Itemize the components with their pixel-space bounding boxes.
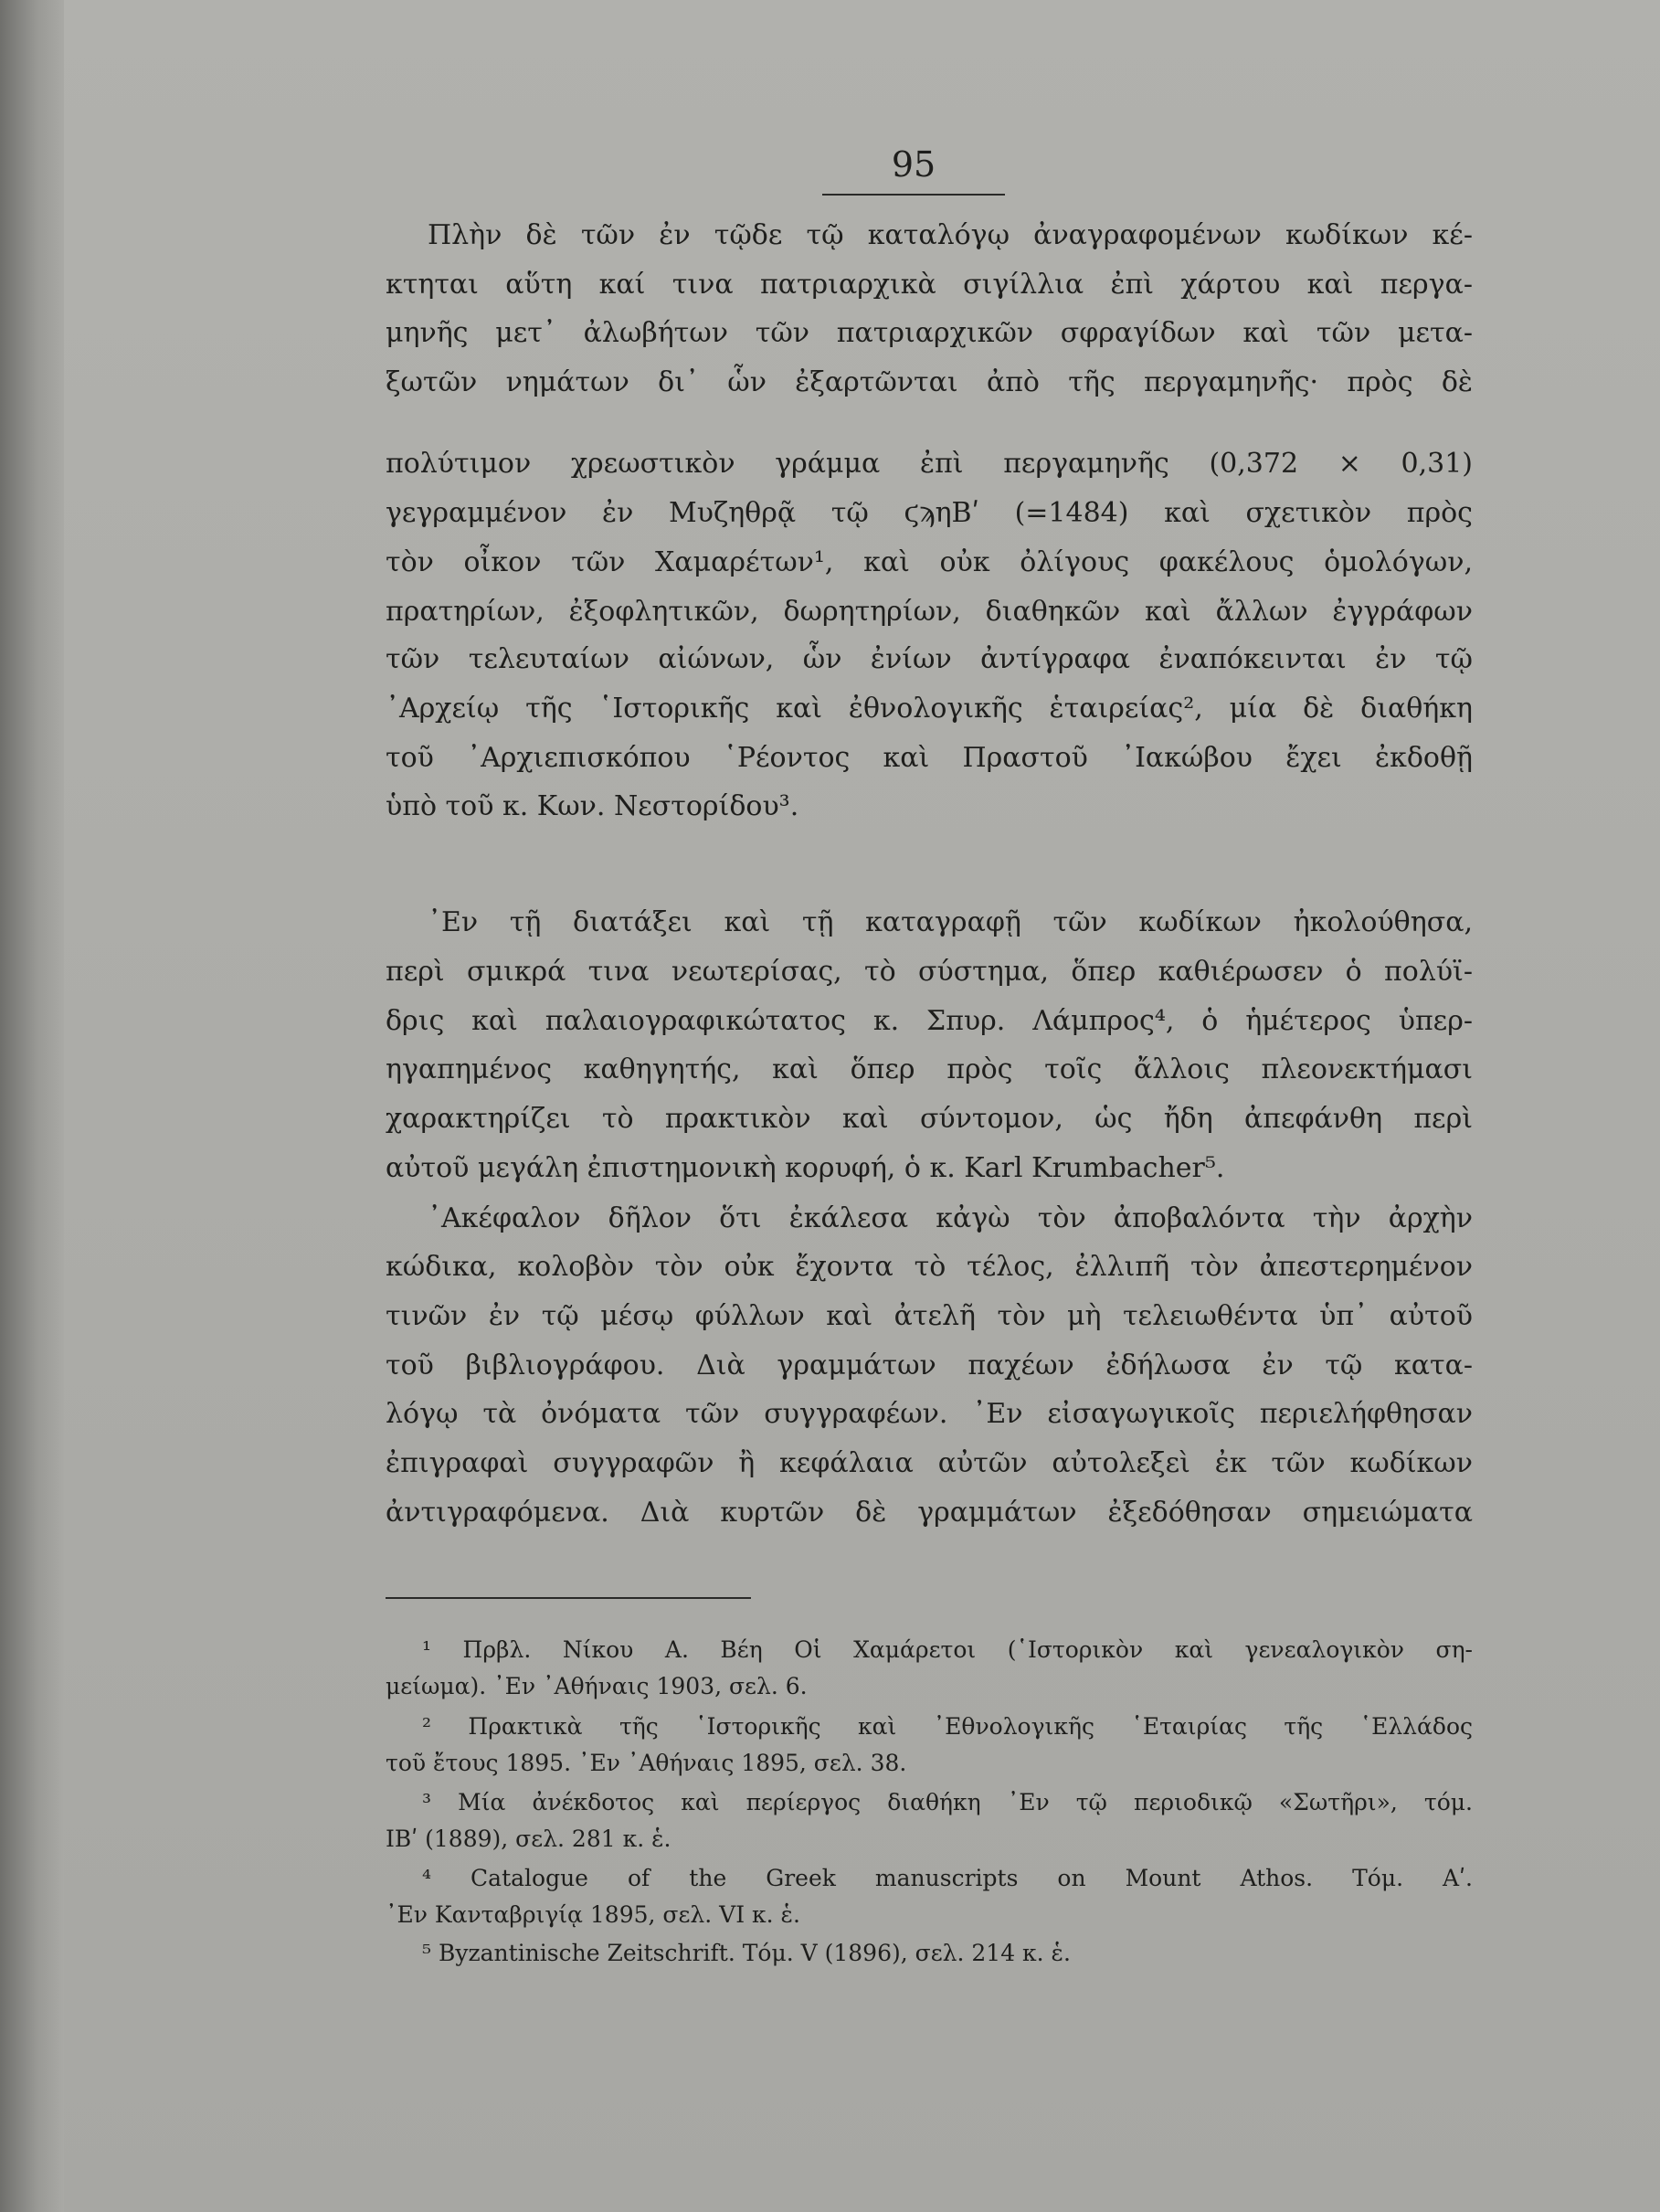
footnote-separator bbox=[386, 1597, 751, 1599]
paragraph-1-line: ᾽Αρχείῳ τῆς ῾Ιστορικῆς καὶ ἐθνολογικῆς ἑταιρείας², μία δὲ διαθήκη bbox=[386, 693, 1473, 725]
footnote-line: ¹ Πρβλ. Νίκου Α. Βέη Οἱ Χαμάρετοι (῾Ιστορικὸν καὶ γενεαλογικὸν ση- bbox=[422, 1636, 1473, 1663]
paragraph-3-line: κώδικα, κολοβὸν τὸν οὐκ ἔχοντα τὸ τέλος, ἐλλιπῆ τὸν ἀπεστερημένον bbox=[386, 1251, 1473, 1283]
footnote-line: ⁵ Byzantinische Zeitschrift. Τόμ. V (1896), σελ. 214 κ. ἑ. bbox=[422, 1940, 1071, 1966]
paragraph-1-line: τὸν οἶκον τῶν Χαμαρέτων¹, καὶ οὐκ ὀλίγους φακέλους ὁμολόγων, bbox=[386, 546, 1473, 578]
footnote-line: ΙΒʹ (1889), σελ. 281 κ. ἑ. bbox=[386, 1826, 671, 1852]
paragraph-1-line: τοῦ ᾽Αρχιεπισκόπου ῾Ρέοντος καὶ Πραστοῦ ᾽Ιακώβου ἔχει ἐκδοθῇ bbox=[386, 742, 1473, 774]
paragraph-2-line: ηγαπημένος καθηγητής, καὶ ὅπερ πρὸς τοῖς ἄλλοις πλεονεκτήμασι bbox=[386, 1053, 1473, 1085]
paragraph-3-line: ἀντιγραφόμενα. Διὰ κυρτῶν δὲ γραμμάτων ἐξεδόθησαν σημειώματα bbox=[386, 1497, 1473, 1529]
paragraph-2-line: αὐτοῦ μεγάλη ἐπιστημονικὴ κορυφή, ὁ κ. Karl Krumbacher⁵. bbox=[386, 1152, 1225, 1184]
paragraph-1-line: γεγραμμένον ἐν Μυζηθρᾷ τῷ ϛϡηΒʹ (=1484) καὶ σχετικὸν πρὸς bbox=[386, 497, 1473, 529]
paragraph-1-line: κτηται αὕτη καί τινα πατριαρχικὰ σιγίλλια ἐπὶ χάρτου καὶ περγα- bbox=[386, 269, 1473, 301]
page-number-rule bbox=[822, 194, 1005, 196]
paragraph-1-line: μηνῆς μετ᾽ ἀλωβήτων τῶν πατριαρχικῶν σφραγίδων καὶ τῶν μετα- bbox=[386, 317, 1473, 349]
paragraph-1-line: τῶν τελευταίων αἰώνων, ὧν ἐνίων ἀντίγραφα ἐναπόκεινται ἐν τῷ bbox=[386, 643, 1473, 675]
paragraph-1-line: πολύτιμον χρεωστικὸν γράμμα ἐπὶ περγαμηνῆς (0,372 × 0,31) bbox=[386, 448, 1473, 480]
paragraph-2-line: περὶ σμικρά τινα νεωτερίσας, τὸ σύστημα, ὅπερ καθιέρωσεν ὁ πολύϊ- bbox=[386, 956, 1473, 988]
footnote-line: ² Πρακτικὰ τῆς ῾Ιστορικῆς καὶ ᾽Εθνολογικῆς ῾Εταιρίας τῆς ῾Ελλάδος bbox=[422, 1713, 1473, 1740]
paragraph-1-line: πρατηρίων, ἐξοφλητικῶν, δωρητηρίων, διαθηκῶν καὶ ἄλλων ἐγγράφων bbox=[386, 596, 1473, 628]
paragraph-3-line: τινῶν ἐν τῷ μέσῳ φύλλων καὶ ἀτελῆ τὸν μὴ τελειωθέντα ὑπ᾽ αὐτοῦ bbox=[386, 1300, 1473, 1332]
footnote-line: τοῦ ἔτους 1895. ᾽Εν ᾽Αθήναις 1895, σελ. 38. bbox=[386, 1750, 907, 1776]
paragraph-3-line: τοῦ βιβλιογράφου. Διὰ γραμμάτων παχέων ἐδήλωσα ἐν τῷ κατα- bbox=[386, 1349, 1473, 1381]
paragraph-3-line: ᾽Ακέφαλον δῆλον ὅτι ἐκάλεσα κἀγὼ τὸν ἀποβαλόντα τὴν ἀρχὴν bbox=[428, 1202, 1473, 1234]
paragraph-3-line: λόγῳ τὰ ὀνόματα τῶν συγγραφέων. ᾽Εν εἰσαγωγικοῖς περιελήφθησαν bbox=[386, 1398, 1473, 1430]
paragraph-1-line: ξωτῶν νημάτων δι᾽ ὧν ἐξαρτῶνται ἀπὸ τῆς περγαμηνῆς· πρὸς δὲ bbox=[386, 366, 1473, 398]
scan-page-edge bbox=[0, 0, 64, 2212]
paragraph-3-line: ἐπιγραφαὶ συγγραφῶν ἢ κεφάλαια αὐτῶν αὐτολεξεὶ ἐκ τῶν κωδίκων bbox=[386, 1447, 1473, 1479]
paragraph-1-line: Πλὴν δὲ τῶν ἐν τῷδε τῷ καταλόγῳ ἀναγραφομένων κωδίκων κέ- bbox=[428, 219, 1473, 251]
paragraph-1-line: ὑπὸ τοῦ κ. Κων. Νεστορίδου³. bbox=[386, 790, 799, 822]
footnote-line: ⁴ Catalogue of the Greek manuscripts on Mount Athos. Τόμ. Αʹ. bbox=[422, 1865, 1473, 1891]
footnote-line: μείωμα). ᾽Εν ᾽Αθήναις 1903, σελ. 6. bbox=[386, 1673, 808, 1699]
footnote-line: ᾽Εν Κανταβριγίᾳ 1895, σελ. VI κ. ἑ. bbox=[386, 1901, 800, 1928]
page-number: 95 bbox=[891, 144, 936, 185]
paragraph-2-line: χαρακτηρίζει τὸ πρακτικὸν καὶ σύντομον, ὡς ἤδη ἀπεφάνθη περὶ bbox=[386, 1103, 1473, 1135]
paragraph-2-line: ᾽Εν τῇ διατάξει καὶ τῇ καταγραφῇ τῶν κωδίκων ἠκολούθησα, bbox=[428, 906, 1473, 938]
footnote-line: ³ Μία ἀνέκδοτος καὶ περίεργος διαθήκη ᾽Εν τῷ περιοδικῷ «Σωτῆρι», τόμ. bbox=[422, 1789, 1473, 1815]
paragraph-2-line: δρις καὶ παλαιογραφικώτατος κ. Σπυρ. Λάμπρος⁴, ὁ ἡμέτερος ὑπερ- bbox=[386, 1005, 1473, 1037]
